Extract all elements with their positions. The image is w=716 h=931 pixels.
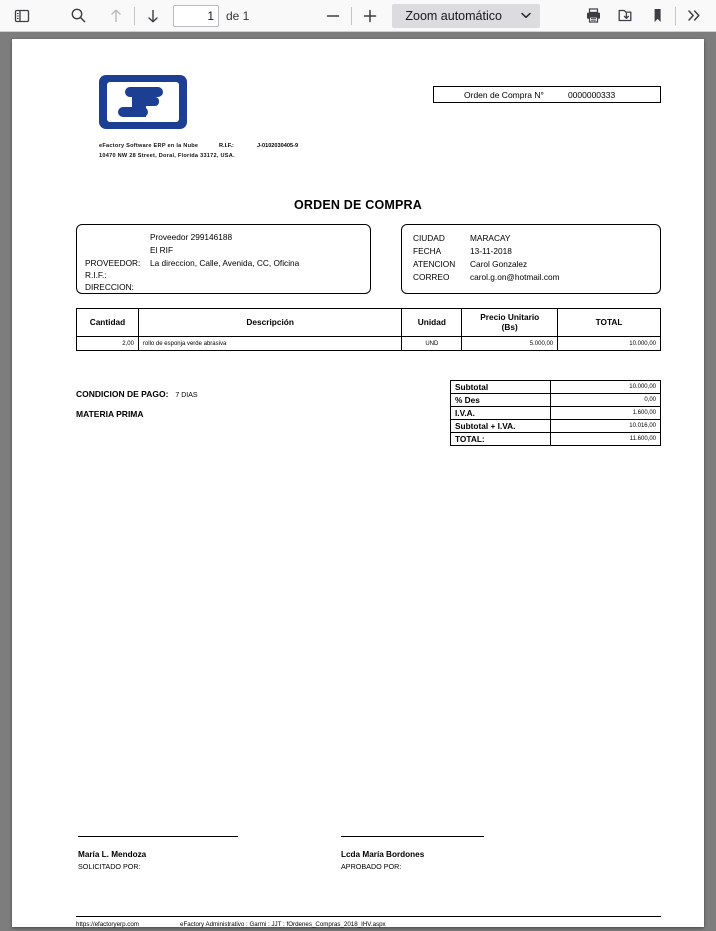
- materia-prima-note: MATERIA PRIMA: [76, 409, 144, 419]
- totals-row-iva: [451, 407, 661, 420]
- header-precio-line1: Precio Unitario: [480, 311, 540, 322]
- page-count-label: de 1: [226, 8, 250, 23]
- value-total: 11.600,00: [551, 433, 661, 446]
- signature-line-solicitado: [78, 836, 238, 837]
- provider-rif-label: R.I.F.:: [85, 270, 107, 280]
- atencion-label: ATENCION: [413, 259, 456, 269]
- signature-role-aprobado: APROBADO POR:: [341, 862, 402, 871]
- header-precio-line2: (Bs): [501, 321, 518, 332]
- label-subtotal-iva: Subtotal + I.VA.: [451, 420, 551, 433]
- zoom-level-value: Zoom automático: [405, 8, 502, 23]
- condicion-pago: [76, 389, 198, 399]
- order-number-box: [433, 86, 661, 103]
- company-address: 10470 NW 28 Street, Doral, Florida 33172, USA.: [99, 153, 235, 159]
- footer-path: eFactory Administrativo : Garmi : JJT : fOrdenes_Compras_2018_IHV.aspx: [180, 921, 386, 928]
- header-total: TOTAL: [558, 309, 661, 337]
- zoom-divider: [351, 7, 352, 25]
- label-iva: I.V.A.: [451, 407, 551, 420]
- zoom-level-select[interactable]: [392, 4, 540, 28]
- totals-table: [450, 380, 661, 446]
- signature-line-aprobado: [341, 836, 484, 837]
- ciudad-label: CIUDAD: [413, 233, 445, 243]
- value-subtotal: 10.000,00: [551, 381, 661, 394]
- totals-row-subtotal-iva: [451, 420, 661, 433]
- sidebar-toggle-icon[interactable]: [8, 3, 36, 29]
- fecha-value: 13-11-2018: [470, 246, 512, 256]
- search-icon[interactable]: [64, 3, 92, 29]
- items-table: [76, 308, 661, 351]
- label-subtotal: Subtotal: [451, 381, 551, 394]
- company-name: eFactory Software ERP en la Nube: [99, 143, 199, 149]
- signature-name-aprobado: Lcda María Bordones: [341, 850, 425, 859]
- provider-rif-value: El RIF: [150, 245, 174, 255]
- provider-label: PROVEEDOR:: [85, 258, 141, 268]
- download-icon[interactable]: [611, 3, 639, 29]
- header-unidad: Unidad: [402, 309, 462, 337]
- pdf-page: [12, 39, 704, 927]
- totals-row-subtotal: [451, 381, 661, 394]
- correo-label: CORREO: [413, 272, 450, 282]
- header-descripcion: Descripción: [138, 309, 401, 337]
- cell-cantidad: 2,00: [77, 337, 139, 351]
- logo-bar-bottom: [118, 107, 148, 117]
- page-number-input[interactable]: [173, 5, 219, 27]
- bookmark-icon[interactable]: [643, 3, 671, 29]
- cell-total: 10.000,00: [558, 337, 661, 351]
- more-tools-icon[interactable]: [680, 3, 708, 29]
- company-logo-icon: [99, 75, 187, 129]
- atencion-value: Carol Gonzalez: [470, 259, 528, 269]
- order-number-label: Orden de Compra N°: [464, 89, 544, 100]
- condicion-pago-label: CONDICION DE PAGO:: [76, 389, 169, 399]
- zoom-in-button[interactable]: [356, 3, 384, 29]
- purchase-order-document: [12, 39, 704, 927]
- zoom-out-button[interactable]: [319, 3, 347, 29]
- ciudad-value: MARACAY: [470, 233, 511, 243]
- order-number-value: 0000000333: [567, 89, 616, 100]
- tools-divider: [675, 7, 676, 25]
- company-rif-label: R.I.F.:: [219, 143, 234, 149]
- cell-descripcion: rollo de esponja verde abrasiva: [138, 337, 401, 351]
- page-title: ORDEN DE COMPRA: [293, 198, 422, 212]
- value-descuento: 0,00: [551, 394, 661, 407]
- next-page-icon[interactable]: [139, 3, 167, 29]
- cell-precio: 5.000,00: [462, 337, 558, 351]
- signature-name-solicitado: María L. Mendoza: [78, 850, 147, 859]
- pdf-toolbar: [0, 0, 716, 32]
- condicion-pago-value: 7 DIAS: [175, 392, 198, 399]
- logo-bar-top: [125, 87, 163, 97]
- chevron-down-icon: [521, 12, 531, 19]
- provider-box: [76, 224, 371, 294]
- items-table-header-row: [77, 309, 661, 337]
- company-rif-value: J-0102030405-9: [257, 143, 299, 149]
- label-descuento: % Des: [451, 394, 551, 407]
- totals-row-total: [451, 433, 661, 446]
- destination-box: [401, 224, 661, 294]
- totals-row-descuento: [451, 394, 661, 407]
- previous-page-icon[interactable]: [102, 3, 130, 29]
- logo-inner: [107, 82, 179, 122]
- footer-divider: [76, 916, 661, 917]
- toolbar-divider: [134, 7, 135, 25]
- fecha-label: FECHA: [413, 246, 442, 256]
- header-precio-unitario: [462, 309, 558, 337]
- correo-value: carol.g.on@hotmail.com: [470, 272, 560, 282]
- label-total: TOTAL:: [451, 433, 551, 446]
- pdf-viewer-area[interactable]: [0, 32, 716, 931]
- print-icon[interactable]: [579, 3, 607, 29]
- cell-unidad: UND: [402, 337, 462, 351]
- table-row: [77, 337, 661, 351]
- provider-address-value: La direccion, Calle, Avenida, CC, Oficina: [150, 258, 300, 268]
- provider-name: Proveedor 299146188: [150, 232, 233, 242]
- value-subtotal-iva: 10.016,00: [551, 420, 661, 433]
- value-iva: 1.600,00: [551, 407, 661, 420]
- signature-role-solicitado: SOLICITADO POR:: [78, 862, 141, 871]
- header-cantidad: Cantidad: [77, 309, 139, 337]
- provider-address-label: DIRECCION:: [85, 282, 134, 292]
- footer-url: https://efactoryerp.com: [76, 921, 139, 928]
